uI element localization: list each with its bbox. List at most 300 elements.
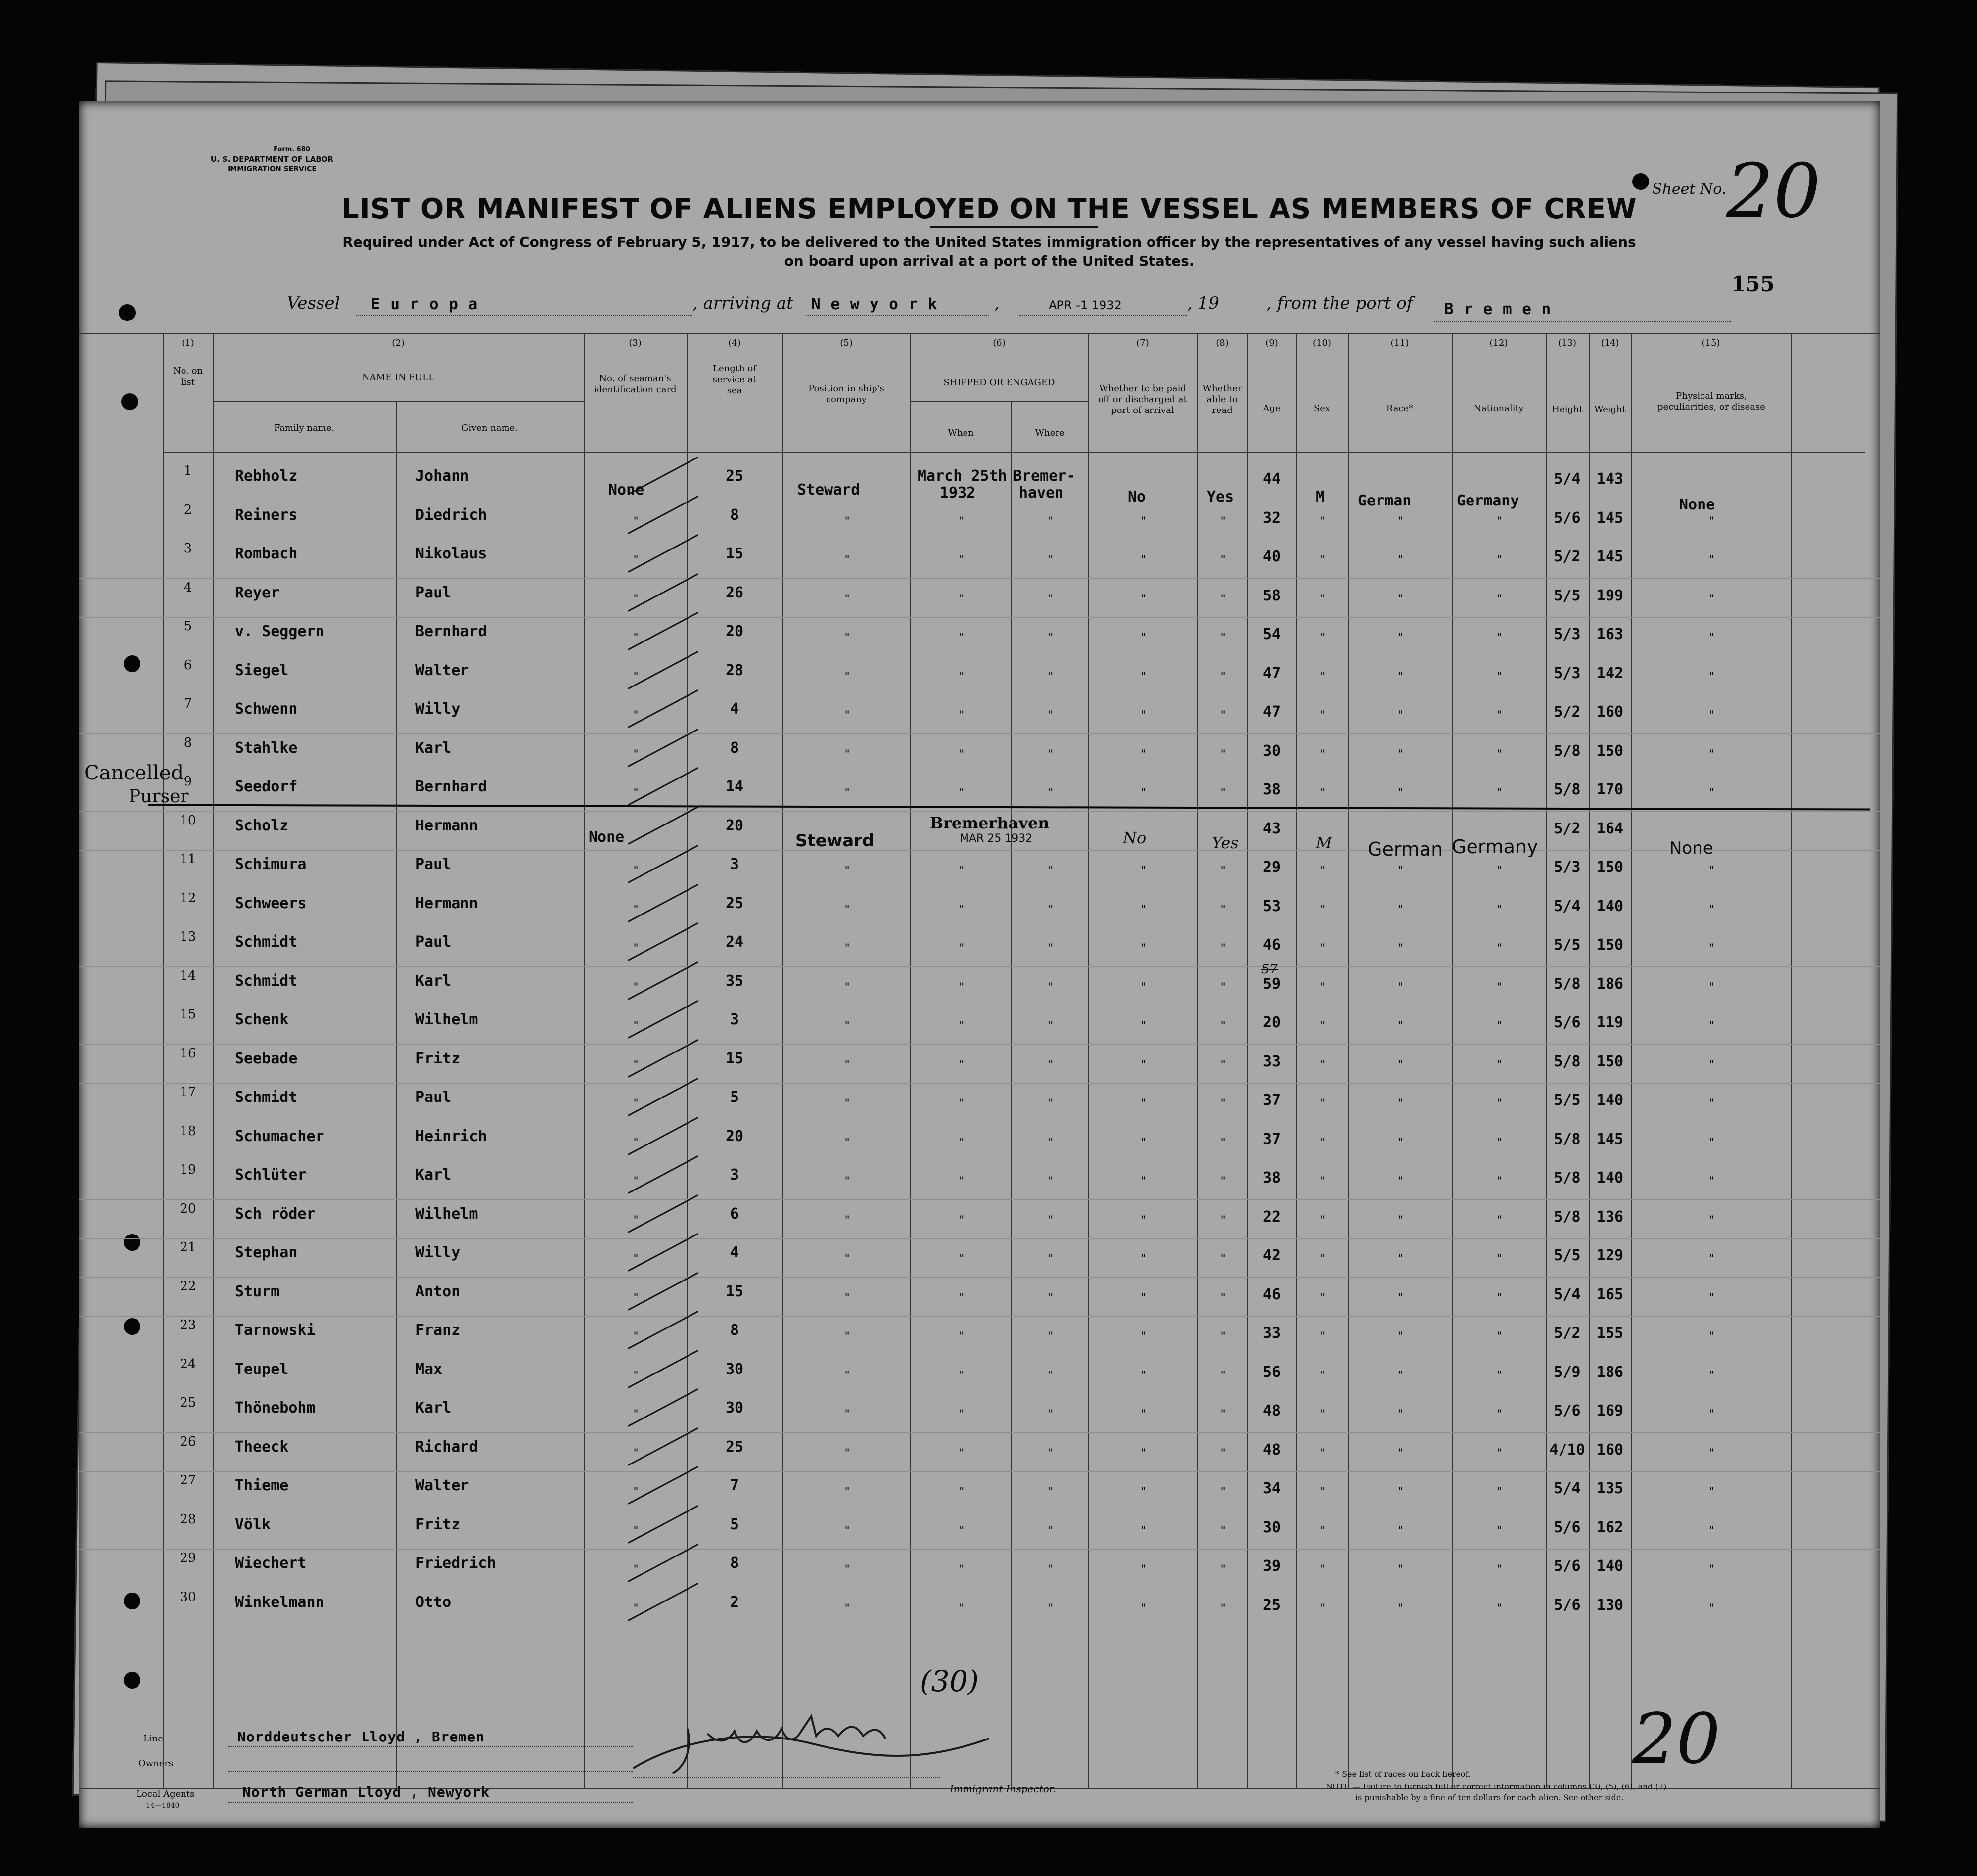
header-id-card: No. of seaman's identification card <box>594 373 677 395</box>
ditto-mark: " <box>1220 632 1227 644</box>
ditto-mark: " <box>1496 1370 1503 1382</box>
row-rule <box>79 1199 1880 1200</box>
ditto-mark: " <box>1047 1370 1054 1382</box>
from-port-rule <box>1434 321 1731 322</box>
ditto-mark: " <box>844 1098 851 1110</box>
ditto-mark: " <box>1220 709 1227 722</box>
row-family: Reyer <box>235 584 280 601</box>
row-service: 6 <box>730 1205 739 1223</box>
ditto-mark: " <box>1496 1563 1503 1576</box>
ditto-mark: " <box>958 1525 965 1537</box>
ditto-mark: " <box>1319 1447 1326 1460</box>
ditto-mark: " <box>1496 981 1503 994</box>
header-bottom-rule <box>163 452 1865 453</box>
row-service: 8 <box>730 1555 739 1572</box>
ditto-mark: " <box>844 1447 851 1460</box>
row-height: 5/8 <box>1554 1053 1581 1070</box>
row10-paid-off: No <box>1123 828 1147 847</box>
ditto-mark: " <box>844 1486 851 1498</box>
footer-agents-rule <box>228 1802 633 1803</box>
row-given: Karl <box>415 1399 452 1417</box>
ditto-mark: " <box>844 593 851 605</box>
row1-position: Steward <box>797 481 860 499</box>
ditto-mark: " <box>1047 787 1054 799</box>
row1-when-year: 1932 <box>940 484 976 502</box>
ditto-mark: " <box>1140 1292 1147 1304</box>
col-number: (14) <box>1601 338 1619 348</box>
inspector-signature <box>623 1709 999 1783</box>
row-weight: 140 <box>1596 1557 1624 1575</box>
ditto-mark: " <box>1708 787 1715 799</box>
row-given: Hermann <box>415 817 478 834</box>
row1-nationality: Germany <box>1457 492 1519 509</box>
row-rule <box>79 1083 1880 1084</box>
row-given: Richard <box>415 1438 478 1456</box>
col-number: (2) <box>392 338 405 348</box>
inspector-label: Immigrant Inspector. <box>950 1783 1056 1795</box>
ditto-mark: " <box>633 554 640 566</box>
row-rule <box>79 1432 1880 1433</box>
ditto-mark: " <box>1708 865 1715 877</box>
ditto-mark: " <box>1140 904 1147 916</box>
ditto-mark: " <box>1319 748 1326 761</box>
ditto-mark: " <box>1319 709 1326 722</box>
row-age: 38 <box>1262 781 1281 798</box>
footer-note-1: NOTE — Failure to furnish full or correct information in columns (3), (5), (6), and (7) <box>1326 1782 1667 1791</box>
ditto-mark: " <box>1496 554 1503 566</box>
ditto-mark: " <box>1319 515 1326 528</box>
ditto-mark: " <box>958 981 965 994</box>
ditto-mark: " <box>1496 709 1503 722</box>
ditto-mark: " <box>1047 942 1054 955</box>
row10-position: Steward <box>795 831 874 851</box>
col-rule <box>213 334 214 1788</box>
subtitle-line-1: Required under Act of Congress of February 5, 1917, to be delivered to the United States immigration officer by the representatives of any vessel having such aliens <box>342 234 1636 250</box>
ditto-mark: " <box>633 1214 640 1227</box>
row-family: Stephan <box>235 1244 298 1261</box>
ditto-mark: " <box>633 1292 640 1304</box>
ditto-mark: " <box>633 865 640 877</box>
row-weight: 160 <box>1596 703 1624 721</box>
ditto-mark: " <box>1496 1486 1503 1498</box>
row-weight: 129 <box>1596 1247 1624 1264</box>
ditto-mark: " <box>633 593 640 605</box>
ditto-mark: " <box>958 1292 965 1304</box>
ditto-mark: " <box>1140 1137 1147 1149</box>
header-height: Height <box>1552 404 1583 414</box>
ditto-mark: " <box>1047 1059 1054 1071</box>
row-age: 48 <box>1262 1441 1281 1459</box>
row-no: 8 <box>184 735 192 750</box>
row-height: 5/6 <box>1554 1557 1581 1575</box>
row-rule <box>79 1044 1880 1045</box>
ditto-mark: " <box>958 1059 965 1071</box>
row-service: 30 <box>725 1361 744 1378</box>
row-weight: 142 <box>1596 665 1624 682</box>
ditto-mark: " <box>844 1292 851 1304</box>
row-height: 5/4 <box>1554 1286 1581 1303</box>
col-number: (8) <box>1216 338 1229 348</box>
col-number: (10) <box>1313 338 1331 348</box>
ditto-mark: " <box>1047 671 1054 683</box>
row-age: 44 <box>1262 470 1281 488</box>
header-position: Position in ship's company <box>808 383 884 405</box>
stamp-number: 155 <box>1731 272 1775 296</box>
row-age: 42 <box>1262 1247 1281 1264</box>
col-number: (5) <box>840 338 853 348</box>
row-service: 26 <box>725 584 744 601</box>
ditto-mark: " <box>844 1137 851 1149</box>
row-service: 35 <box>725 972 744 990</box>
row-service: 3 <box>730 856 739 873</box>
ditto-mark: " <box>1319 904 1326 916</box>
ditto-mark: " <box>633 1330 640 1343</box>
ditto-mark: " <box>1496 748 1503 761</box>
row-weight: 140 <box>1596 1169 1624 1187</box>
row-age: 58 <box>1262 587 1281 604</box>
row-rule <box>79 1277 1880 1278</box>
row-given: Otto <box>415 1594 452 1611</box>
row-given: Max <box>415 1361 443 1378</box>
footer-line-rule <box>228 1746 633 1747</box>
row-service: 25 <box>725 467 744 485</box>
ditto-mark: " <box>1220 1098 1227 1110</box>
ditto-mark: " <box>1220 1602 1227 1615</box>
ditto-mark: " <box>1047 865 1054 877</box>
ditto-mark: " <box>1220 1370 1227 1382</box>
form-number: Form. 680 <box>274 146 310 153</box>
row-family: Schmidt <box>235 933 298 951</box>
ditto-mark: " <box>1047 1563 1054 1576</box>
row-weight: 170 <box>1596 781 1624 798</box>
row-no: 24 <box>180 1357 196 1372</box>
footer-sheet-number: 20 <box>1632 1699 1721 1780</box>
row-family: Tarnowski <box>235 1322 316 1339</box>
ditto-mark: " <box>633 981 640 994</box>
row-family: Seedorf <box>235 778 298 795</box>
ditto-mark: " <box>1496 1330 1503 1343</box>
ditto-mark: " <box>1397 593 1404 605</box>
row-weight: 150 <box>1596 742 1624 760</box>
row-service: 24 <box>725 933 744 951</box>
row-family: Stahlke <box>235 739 298 757</box>
ditto-mark: " <box>1708 748 1715 761</box>
footer-form-code: 14—1840 <box>146 1802 180 1810</box>
ditto-mark: " <box>1047 1175 1054 1188</box>
ditto-mark: " <box>1220 1214 1227 1227</box>
row-no: 29 <box>180 1551 196 1565</box>
ditto-mark: " <box>1708 1137 1715 1149</box>
row-age: 29 <box>1262 859 1281 876</box>
row-family: v. Seggern <box>235 623 324 640</box>
row10-date-stamp: MAR 25 1932 <box>960 832 1033 845</box>
ditto-mark: " <box>1319 1175 1326 1188</box>
row-weight: 155 <box>1596 1325 1624 1342</box>
ditto-mark: " <box>1397 1292 1404 1304</box>
row-family: Schenk <box>235 1011 289 1028</box>
row-weight: 145 <box>1596 1131 1624 1148</box>
ditto-mark: " <box>1047 1602 1054 1615</box>
year-label: , 19 <box>1187 293 1219 313</box>
ditto-mark: " <box>633 1175 640 1188</box>
ditto-mark: " <box>958 748 965 761</box>
arriving-port: N e w y o r k <box>811 295 938 313</box>
ditto-mark: " <box>958 1408 965 1420</box>
ditto-mark: " <box>1047 1253 1054 1265</box>
ditto-mark: " <box>633 709 640 722</box>
ditto-mark: " <box>1140 709 1147 722</box>
row-weight: 162 <box>1596 1519 1624 1536</box>
ditto-mark: " <box>958 942 965 955</box>
row-height: 5/6 <box>1554 509 1581 527</box>
row-given: Willy <box>415 1244 460 1261</box>
row-service: 3 <box>730 1011 739 1028</box>
row-given: Bernhard <box>415 778 487 795</box>
row-service: 20 <box>725 623 744 640</box>
ditto-mark: " <box>633 1525 640 1537</box>
ditto-mark: " <box>1047 1330 1054 1343</box>
ditto-mark: " <box>958 1137 965 1149</box>
ditto-mark: " <box>844 1525 851 1537</box>
ditto-mark: " <box>1047 1020 1054 1032</box>
ditto-mark: " <box>958 1330 965 1343</box>
header-weight: Weight <box>1594 404 1626 414</box>
row-service: 8 <box>730 506 739 524</box>
ditto-mark: " <box>1140 942 1147 955</box>
row-rule <box>79 578 1880 579</box>
ditto-mark: " <box>1319 1137 1326 1149</box>
ditto-mark: " <box>1708 1525 1715 1537</box>
row-no: 18 <box>180 1124 196 1139</box>
arriving-comma: , <box>994 293 1000 313</box>
ditto-mark: " <box>1496 1175 1503 1188</box>
row-given: Nikolaus <box>415 545 487 562</box>
ditto-mark: " <box>1220 1486 1227 1498</box>
ditto-mark: " <box>1140 1020 1147 1032</box>
row-no: 2 <box>184 503 192 517</box>
ditto-mark: " <box>1496 593 1503 605</box>
row-no: 20 <box>180 1201 196 1216</box>
row-weight: 136 <box>1596 1208 1624 1226</box>
ditto-mark: " <box>1220 1525 1227 1537</box>
ditto-mark: " <box>844 942 851 955</box>
ditto-mark: " <box>958 515 965 528</box>
ditto-mark: " <box>1496 1253 1503 1265</box>
row-given: Walter <box>415 662 469 679</box>
row-height: 5/8 <box>1554 975 1581 993</box>
row-service: 4 <box>730 700 739 718</box>
col-rule <box>782 334 783 1788</box>
ditto-mark: " <box>1220 787 1227 799</box>
ditto-mark: " <box>844 1059 851 1071</box>
footer-agents-label: Local Agents <box>136 1789 195 1799</box>
row-age: 33 <box>1262 1325 1281 1342</box>
ditto-mark: " <box>844 632 851 644</box>
ditto-mark: " <box>1708 1447 1715 1460</box>
ditto-mark: " <box>844 1214 851 1227</box>
ditto-mark: " <box>633 632 640 644</box>
row-rule <box>79 1238 1880 1239</box>
ditto-mark: " <box>1397 1563 1404 1576</box>
footer-owners-label: Owners <box>138 1758 174 1769</box>
ditto-mark: " <box>1047 1408 1054 1420</box>
row-given: Paul <box>415 1089 452 1106</box>
ditto-mark: " <box>1140 1525 1147 1537</box>
ditto-mark: " <box>1047 1137 1054 1149</box>
header-age: Age <box>1263 403 1281 413</box>
ditto-mark: " <box>1397 1214 1404 1227</box>
ditto-mark: " <box>1708 709 1715 722</box>
row-height: 5/6 <box>1554 1014 1581 1031</box>
ditto-mark: " <box>1319 1370 1326 1382</box>
ditto-mark: " <box>1397 671 1404 683</box>
ditto-mark: " <box>1397 1175 1404 1188</box>
row-service: 3 <box>730 1166 739 1184</box>
ditto-mark: " <box>1047 904 1054 916</box>
header-paid-off: Whether to be paid off or discharged at port of arrival <box>1098 383 1187 415</box>
row-height: 5/3 <box>1554 665 1581 682</box>
row-height: 5/8 <box>1554 781 1581 798</box>
row-service: 7 <box>730 1477 739 1494</box>
purser-note: Purser <box>129 786 189 807</box>
header-length-service: Length of service at sea <box>712 364 757 396</box>
ditto-mark: " <box>1319 632 1326 644</box>
date-rule <box>1019 315 1187 316</box>
row-given: Willy <box>415 700 460 718</box>
row-height: 5/6 <box>1554 1597 1581 1614</box>
row-height: 5/8 <box>1554 1131 1581 1148</box>
ditto-mark: " <box>1220 942 1227 955</box>
row-weight: 163 <box>1596 626 1624 643</box>
ditto-mark: " <box>1708 942 1715 955</box>
row-age: 37 <box>1262 1131 1281 1148</box>
ditto-mark: " <box>1708 593 1715 605</box>
ditto-mark: " <box>958 1253 965 1265</box>
row-family: Schimura <box>235 856 307 873</box>
row-no: 3 <box>184 541 192 556</box>
ditto-mark: " <box>1397 515 1404 528</box>
ditto-mark: " <box>1496 904 1503 916</box>
row-service: 25 <box>725 895 744 912</box>
ditto-mark: " <box>1140 1253 1147 1265</box>
ditto-mark: " <box>1140 554 1147 566</box>
ditto-mark: " <box>844 1408 851 1420</box>
footer-note-2: is punishable by a fine of ten dollars for each alien. See other side. <box>1355 1793 1624 1802</box>
row-service: 15 <box>725 1050 744 1067</box>
ditto-mark: " <box>1140 1563 1147 1576</box>
row-age: 53 <box>1262 898 1281 915</box>
row-weight: 150 <box>1596 859 1624 876</box>
row-given: Paul <box>415 856 452 873</box>
row-no: 27 <box>180 1473 196 1488</box>
row-weight: 130 <box>1596 1597 1624 1614</box>
ditto-mark: " <box>633 748 640 761</box>
ditto-mark: " <box>633 1098 640 1110</box>
row-service: 2 <box>730 1594 739 1611</box>
ditto-mark: " <box>844 1253 851 1265</box>
vessel-rule <box>356 315 692 316</box>
ditto-mark: " <box>633 1137 640 1149</box>
row-age: 30 <box>1262 1519 1281 1536</box>
row-service: 8 <box>730 739 739 757</box>
ditto-mark: " <box>1397 1330 1404 1343</box>
row-rule <box>79 1549 1880 1550</box>
punch-hole <box>121 393 138 410</box>
row-age: 39 <box>1262 1557 1281 1575</box>
ditto-mark: " <box>1319 1408 1326 1420</box>
row-age: 37 <box>1262 1092 1281 1109</box>
row-family: Sch röder <box>235 1205 316 1223</box>
ditto-mark: " <box>1708 1330 1715 1343</box>
ditto-mark: " <box>1319 942 1326 955</box>
row-weight: 186 <box>1596 1364 1624 1381</box>
ditto-mark: " <box>1496 1098 1503 1110</box>
row-height: 5/4 <box>1554 1480 1581 1497</box>
row-no: 17 <box>180 1085 196 1099</box>
row-given: Karl <box>415 1166 452 1184</box>
punch-hole <box>1632 173 1649 190</box>
ditto-mark: " <box>633 1447 640 1460</box>
ditto-mark: " <box>1140 515 1147 528</box>
ditto-mark: " <box>1397 942 1404 955</box>
ditto-mark: " <box>1047 554 1054 566</box>
row-given: Wilhelm <box>415 1011 478 1028</box>
ditto-mark: " <box>1140 1370 1147 1382</box>
row-family: Rombach <box>235 545 298 562</box>
ditto-mark: " <box>1319 1330 1326 1343</box>
row1-physical: None <box>1679 496 1715 513</box>
col-number: (9) <box>1265 338 1278 348</box>
row-family: Theeck <box>235 1438 289 1456</box>
punch-hole <box>124 1672 140 1689</box>
ditto-mark: " <box>1140 981 1147 994</box>
header-able-to-read: Whether able to read <box>1202 383 1242 415</box>
row-age: 38 <box>1262 1169 1281 1187</box>
ditto-mark: " <box>1140 1408 1147 1420</box>
row-rule <box>79 811 1880 812</box>
row-given: Friedrich <box>415 1555 496 1572</box>
ditto-mark: " <box>844 787 851 799</box>
row-no: 30 <box>180 1590 196 1604</box>
row-weight: 140 <box>1596 1092 1624 1109</box>
row-height: 5/3 <box>1554 626 1581 643</box>
row-family: Reiners <box>235 506 298 524</box>
ditto-mark: " <box>1140 1330 1147 1343</box>
department: U. S. DEPARTMENT OF LABOR <box>210 155 334 164</box>
header-nationality: Nationality <box>1473 403 1524 413</box>
row-weight: 145 <box>1596 548 1624 565</box>
col-number: (7) <box>1136 338 1149 348</box>
row-given: Walter <box>415 1477 469 1494</box>
name-subheader-rule <box>213 401 584 402</box>
row-given: Anton <box>415 1283 460 1300</box>
row-no: 26 <box>180 1434 196 1449</box>
row-no: 6 <box>184 658 192 673</box>
row-family: Völk <box>235 1516 271 1533</box>
header-shipped: SHIPPED OR ENGAGED <box>943 377 1055 388</box>
row-height: 5/3 <box>1554 859 1581 876</box>
row-age: 46 <box>1262 1286 1281 1303</box>
col-rule <box>584 334 585 1788</box>
ditto-mark: " <box>958 1563 965 1576</box>
ditto-mark: " <box>1397 709 1404 722</box>
row10-physical: None <box>1669 838 1713 858</box>
ditto-mark: " <box>1220 515 1227 528</box>
ditto-mark: " <box>1397 904 1404 916</box>
ditto-mark: " <box>1708 632 1715 644</box>
ditto-mark: " <box>1397 1098 1404 1110</box>
row-rule <box>79 1471 1880 1472</box>
